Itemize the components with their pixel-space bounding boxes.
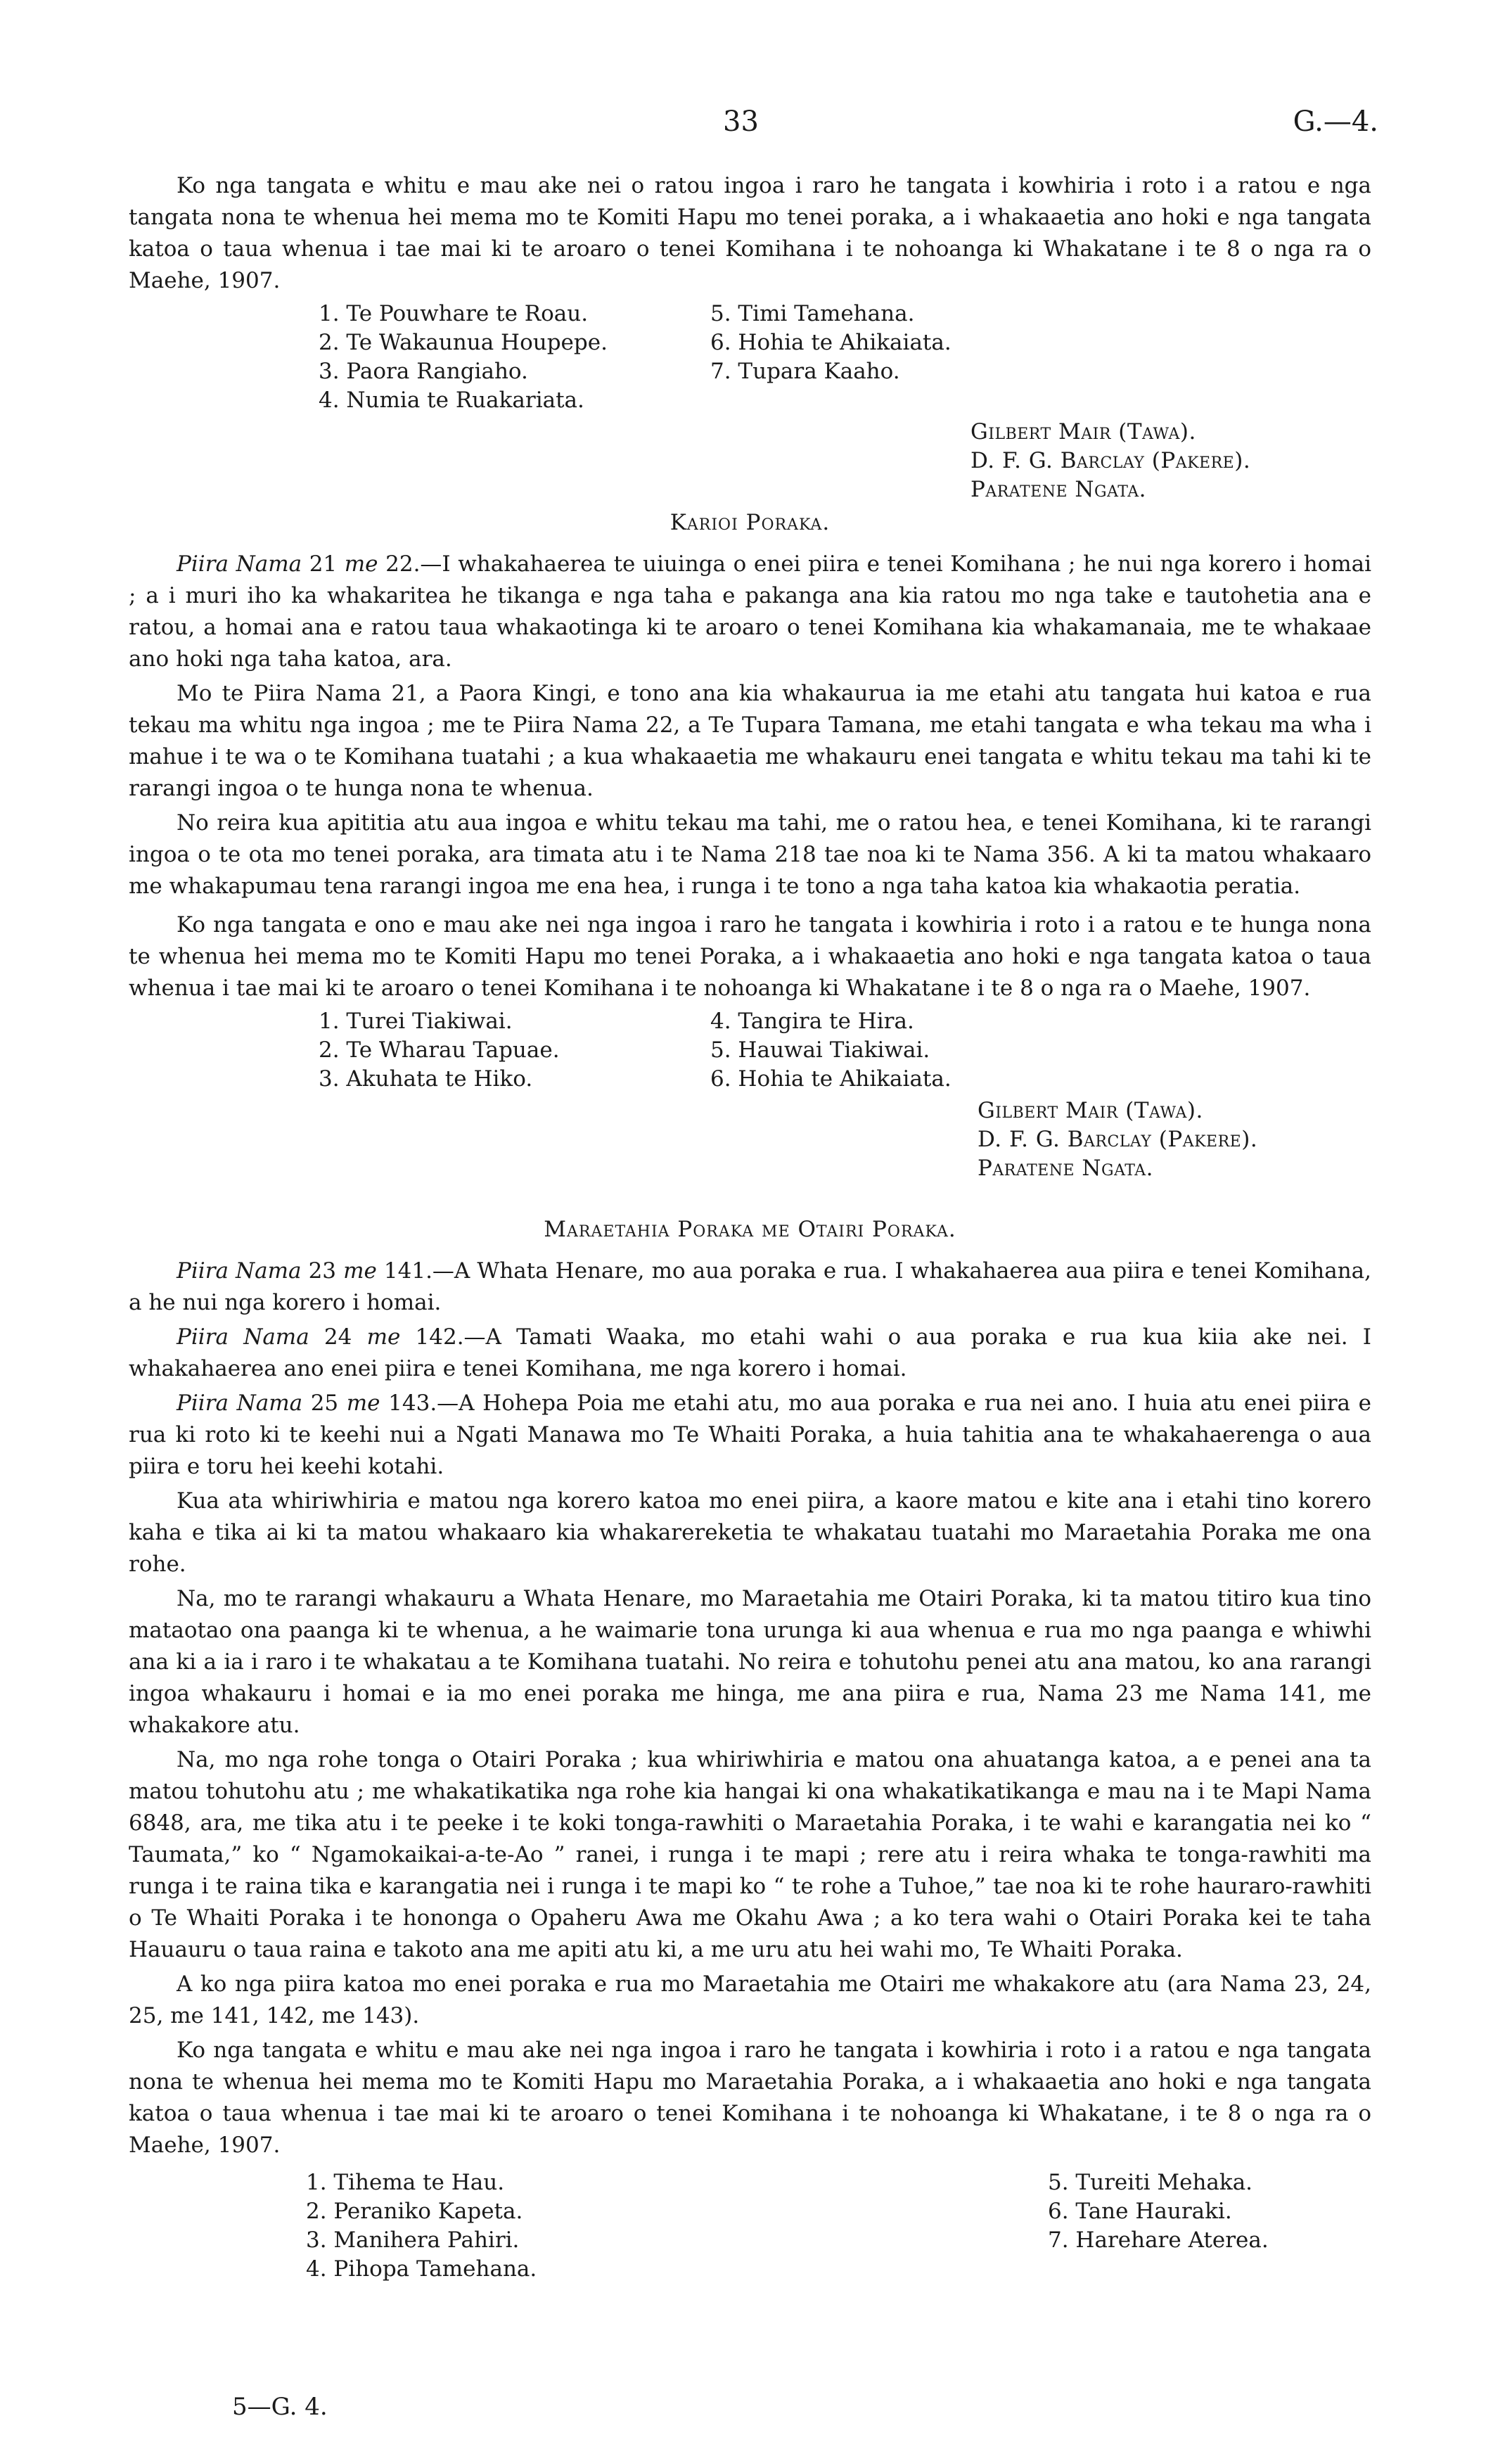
list-item: 4. Pihopa Tamehana. xyxy=(306,2256,537,2282)
signature-line: D. F. G. Barclay (Pakere). xyxy=(970,448,1251,473)
paragraph: Mo te Piira Nama 21, a Paora Kingi, e tono ana kia whakaurua ia me etahi atu tangata hui katoa e rua tekau ma whitu nga ingoa ; me te Piira Nama 22, a Te Tupara Tamana, me etahi tangata e wha tekau ma wha i mahue i te wa o te Komihana tuatahi ; a kua whakaaetia me whakauru enei tangata e whitu tekau ma tahi ki te rarangi ingoa o te hunga nona te whenua. xyxy=(129,681,1371,801)
paragraph: No reira kua apititia atu aua ingoa e whitu tekau ma tahi, me o ratou hea, e tenei Komihana, ki te rarangi ingoa o te ota mo tenei poraka, ara timata atu i te Nama 218 tae noa ki te Nama 356. A ki ta matou whakaaro me whakapumau tena rarangi ingoa me ena hea, i runga i te tono a nga taha katoa kia whakaotia peratia. xyxy=(129,810,1371,899)
signature-block-1 xyxy=(970,418,1371,504)
paragraph: Kua ata whiriwhiria e matou nga korero katoa mo enei piira, a kaore matou e kite ana i etahi tino korero kaha e tika ai ki ta matou whakaaro kia whakarereketia te whakatau tuatahi mo Maraetahia Poraka me ona rohe. xyxy=(129,1488,1371,1577)
appeal-number: 23 xyxy=(301,1258,344,1284)
appeal-number: 21 xyxy=(302,551,345,577)
signature-line: Gilbert Mair (Tawa). xyxy=(978,1098,1203,1123)
list-item: 6. Tane Hauraki. xyxy=(1048,2199,1232,2224)
list-item: 2. Peraniko Kapeta. xyxy=(306,2199,523,2224)
list-item: 1. Turei Tiakiwai. xyxy=(319,1009,513,1034)
signature-line: Paratene Ngata. xyxy=(978,1156,1153,1181)
list-item: 3. Akuhata te Hiko. xyxy=(319,1066,533,1092)
appeal-paragraph xyxy=(129,1322,1371,1385)
list-item: 3. Paora Rangiaho. xyxy=(319,359,528,384)
signature-line: Paratene Ngata. xyxy=(970,477,1146,502)
appeal-text: 143.—A Hohepa Poia me etahi atu, mo aua poraka e rua nei ano. I huia atu enei piira e rua ki roto ki te keehi nui a Ngati Manawa mo Te Whaiti Poraka, a huia tahitia ana te whakahaerenga o aua piira e toru hei keehi kotahi. xyxy=(129,1391,1371,1479)
committee-list-1-right xyxy=(710,300,1343,415)
committee-intro-paragraph: Ko nga tangata e ono e mau ake nei nga ingoa i raro he tangata i kowhiria i roto i a ratou e te hunga nona te whenua hei mema mo te Komiti Hapu mo tenei Poraka, a i whakaaetia ano hoki e nga tangata katoa o taua whenua i tae mai ki te aroaro o tenei Komihana i te nohoanga ki Whakatane i te 8 o nga ra o Maehe, 1907. xyxy=(129,912,1371,1001)
signature-line: Gilbert Mair (Tawa). xyxy=(970,419,1196,445)
appeal-paragraph xyxy=(129,549,1371,675)
section-heading-karioi: Karioi Poraka. xyxy=(669,510,831,535)
committee-list-1-left xyxy=(129,300,710,415)
list-item: 4. Numia te Ruakariata. xyxy=(319,388,584,413)
signature-block-2 xyxy=(978,1097,1371,1183)
appeal-text: 22.—I whakahaerea te uiuinga o enei piira e tenei Komihana ; he nui nga korero i homai ; a i muri iho ka whakaritea he tikanga e nga taha e pakanga ana kia ratou mo nga take e tautohetia ana e ratou, a homai ana e ratou taua whakaotinga ki te aroaro o tenei Komihana kia whakamanaia, me te whakaae ano hoki nga taha katoa, ara. xyxy=(129,551,1372,672)
list-item: 3. Manihera Pahiri. xyxy=(306,2227,520,2253)
appeal-number: 25 xyxy=(302,1391,347,1416)
list-item: 5. Timi Tamehana. xyxy=(710,301,915,326)
committee-list-2 xyxy=(129,1007,1371,1094)
paragraph: Na, mo te rarangi whakauru a Whata Henare, mo Maraetahia me Otairi Poraka, ki ta matou titiro kua tino mataotao ona paanga ki te whenua, a he waimarie tona urunga ki aua whenua e rua mo nga paanga e whiwhi ana ki a ia i raro i te whakatau a te Komihana tuatahi. No reira e tohutohu penei atu ana matou, ko ana rarangi ingoa whakauru i homai e ia mo enei poraka me hinga, me ana piira e rua, Nama 23 me Nama 141, me whakakore atu. xyxy=(129,1586,1371,1738)
page-signature-mark: 5—G. 4. xyxy=(232,2393,328,2421)
paragraph: A ko nga piira katoa mo enei poraka e rua mo Maraetahia me Otairi me whakakore atu (ara Nama 23, 24, 25, me 141, 142, me 143). xyxy=(129,1971,1371,2028)
committee-intro-paragraph: Ko nga tangata e whitu e mau ake nei o ratou ingoa i raro he tangata i kowhiria i roto i a ratou e nga tangata nona te whenua hei mema mo te Komiti Hapu mo tenei poraka, a i whakaaetia ano hoki e nga tangata katoa o taua whenua i tae mai ki te aroaro o tenei Komihana i te nohoanga ki Whakatane i te 8 o nga ra o Maehe, 1907. xyxy=(129,173,1371,293)
committee-list-2-left xyxy=(129,1007,710,1094)
signature-line: D. F. G. Barclay (Pakere). xyxy=(978,1127,1258,1152)
appeal-label: Piira Nama xyxy=(177,1391,303,1416)
appeal-paragraph xyxy=(129,1388,1371,1483)
list-item: 5. Hauwai Tiakiwai. xyxy=(710,1037,930,1063)
committee-list-3-right xyxy=(710,2168,1371,2284)
list-item: 7. Tupara Kaaho. xyxy=(710,359,900,384)
appeal-paragraph xyxy=(129,1255,1371,1319)
section-heading-maraetahia: Maraetahia Poraka me Otairi Poraka. xyxy=(544,1217,956,1242)
list-item: 2. Te Wharau Tapuae. xyxy=(319,1037,560,1063)
list-item: 6. Hohia te Ahikaiata. xyxy=(710,1066,952,1092)
committee-intro-paragraph: Ko nga tangata e whitu e mau ake nei nga ingoa i raro he tangata i kowhiria i roto i a ratou e nga tangata nona te whenua hei mema mo te Komiti Hapu mo Maraetahia Poraka, a i whakaaetia ano hoki e nga tangata katoa o taua whenua i tae mai ki te aroaro o tenei Komihana i te nohoanga ki Whakatane, i te 8 o nga ra o Maehe, 1907. xyxy=(129,2038,1371,2158)
page-number: 33 xyxy=(723,106,759,138)
appeal-label: Piira Nama xyxy=(177,551,302,577)
committee-list-3 xyxy=(129,2168,1371,2284)
committee-list-2-right xyxy=(710,1007,1343,1094)
appeal-text: 142.—A Tamati Waaka, mo etahi wahi o aua poraka e rua kua kiia ake nei. I whakahaerea ano enei piira e tenei Komihana, me nga korero i homai. xyxy=(129,1324,1372,1381)
list-item: 1. Te Pouwhare te Roau. xyxy=(319,301,589,326)
appeal-number: 24 xyxy=(309,1324,367,1350)
list-item: 2. Te Wakaunua Houpepe. xyxy=(319,330,608,355)
list-item: 4. Tangira te Hira. xyxy=(710,1009,914,1034)
appeal-label: Piira Nama xyxy=(177,1324,309,1350)
list-item: 5. Tureiti Mehaka. xyxy=(1048,2170,1253,2195)
appeal-text: 141.—A Whata Henare, mo aua poraka e rua. I whakahaerea aua piira e tenei Komihana, a he nui nga korero i homai. xyxy=(129,1258,1371,1315)
paragraph: Na, mo nga rohe tonga o Otairi Poraka ; kua whiriwhiria e matou ona ahuatanga katoa, a e penei ana ta matou tohutohu atu ; me whakatikatika nga rohe kia hangai ki ona whakatikatikanga e mau na i te Mapi Nama 6848, ara, me tika atu i te peeke i te koki tonga-rawhiti o Maraetahia Poraka, i te wahi e karangatia nei ko “ Taumata,” ko “ Ngamokaikai-a-te-Ao ” ranei, i runga i te mapi ; rere atu i reira whaka te tonga-rawhiti ma runga i te raina tika e karangatia nei i runga i te mapi ko “ te rohe a Tuhoe,” tae noa ki te rohe hauraro-rawhiti o Te Whaiti Poraka i te hononga o Opaheru Awa me Okahu Awa ; a ko tera wahi o Otairi Poraka kei te taha Hauauru o taua raina e takoto ana me apiti atu ki, a me uru atu hei wahi mo, Te Whaiti Poraka. xyxy=(129,1747,1371,1962)
appeal-conj: me xyxy=(346,1391,380,1416)
appeal-conj: me xyxy=(366,1324,401,1350)
committee-list-3-left xyxy=(129,2168,710,2284)
document-body xyxy=(129,170,1371,2287)
list-item: 1. Tihema te Hau. xyxy=(306,2170,505,2195)
document-reference: G.—4. xyxy=(1293,106,1378,138)
appeal-conj: me xyxy=(343,1258,377,1284)
appeal-conj: me xyxy=(344,551,378,577)
appeal-label: Piira Nama xyxy=(177,1258,302,1284)
list-item: 7. Harehare Aterea. xyxy=(1048,2227,1269,2253)
committee-list-1 xyxy=(129,300,1371,415)
list-item: 6. Hohia te Ahikaiata. xyxy=(710,330,952,355)
